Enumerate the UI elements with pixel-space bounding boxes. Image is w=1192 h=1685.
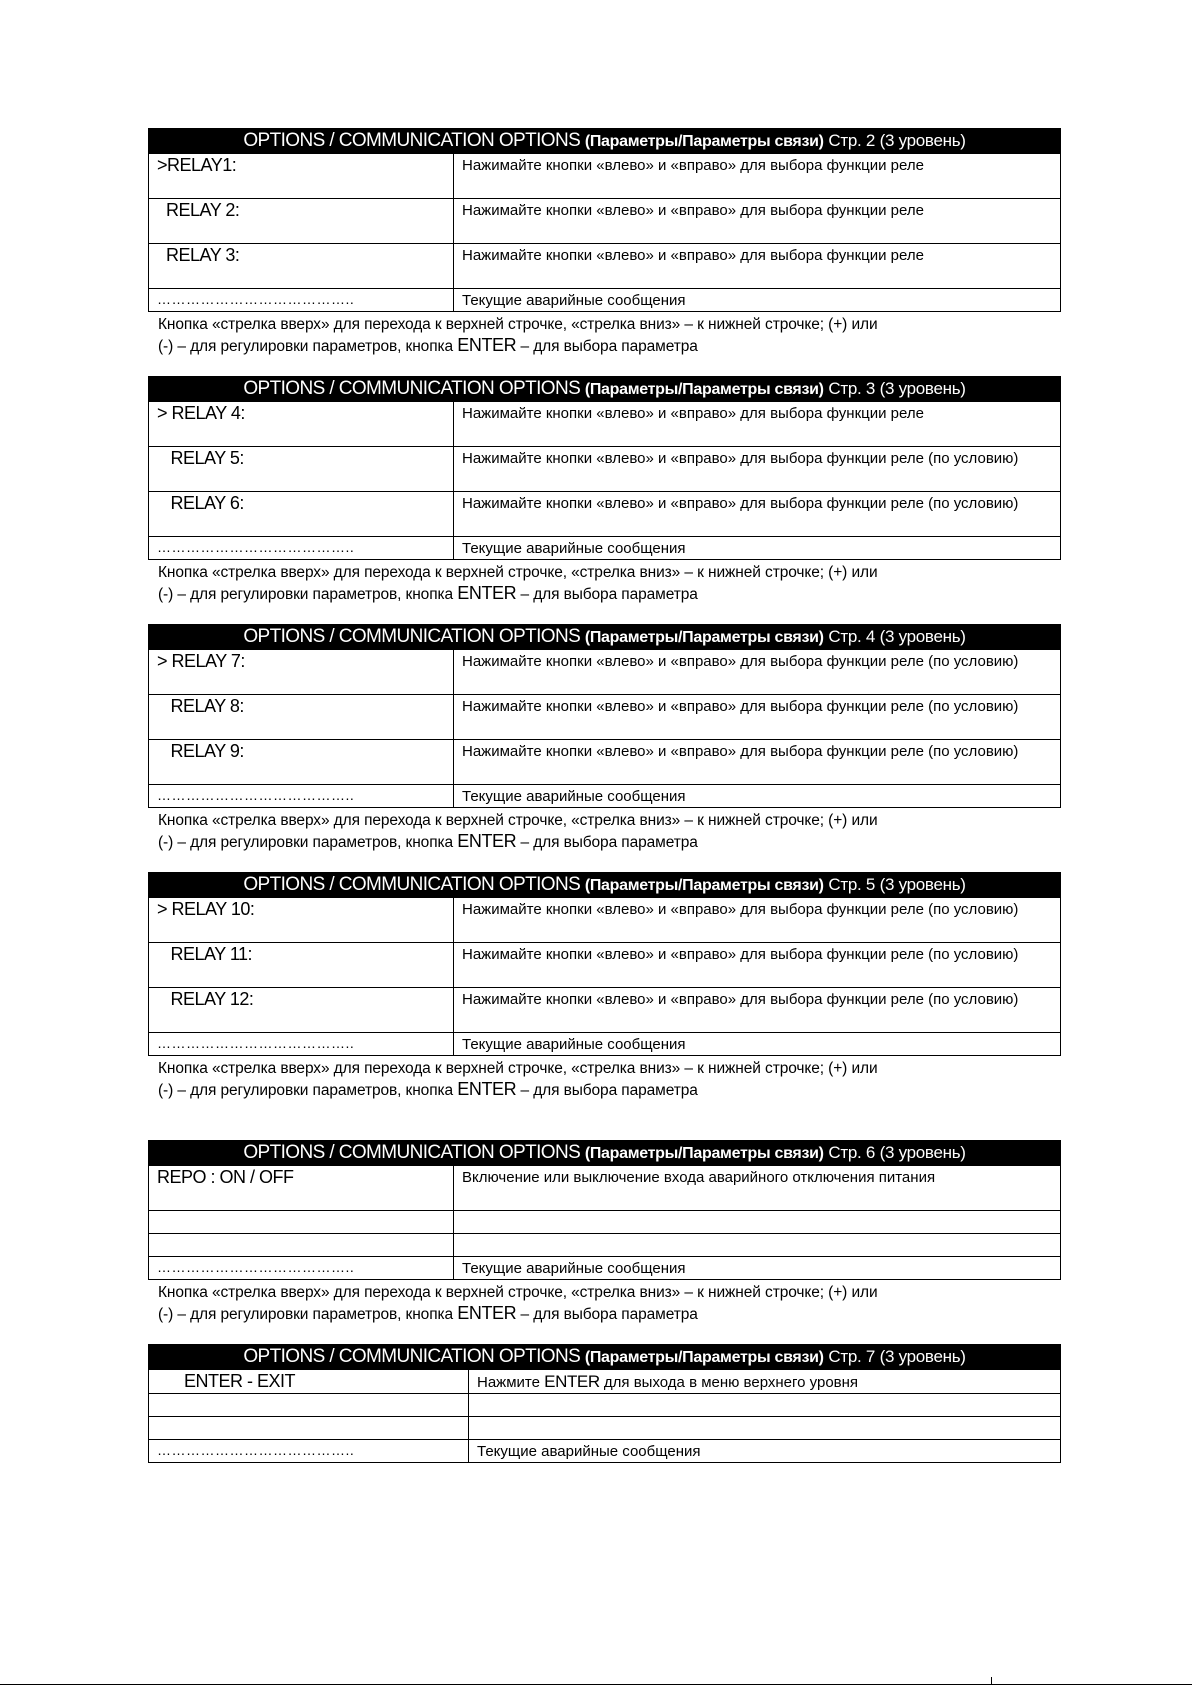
row-label: …………………………………..: [149, 1033, 454, 1056]
row-label: ENTER - EXIT: [149, 1370, 469, 1394]
row-label: …………………………………..: [149, 785, 454, 808]
row-description: [454, 1211, 1061, 1234]
row-label: …………………………………..: [149, 537, 454, 560]
row-label: RELAY 3:: [149, 244, 454, 289]
row-description: [469, 1394, 1061, 1417]
row-description: Нажмите ENTER для выхода в меню верхнего уровня: [469, 1370, 1061, 1394]
row-label: RELAY 12:: [149, 988, 454, 1033]
page-corner-mark: [991, 1677, 992, 1685]
row-label: > RELAY 10:: [149, 898, 454, 943]
row-description: Нажимайте кнопки «влево» и «вправо» для выбора функции реле (по условию): [454, 943, 1061, 988]
row-description: Нажимайте кнопки «влево» и «вправо» для выбора функции реле: [454, 154, 1061, 199]
row-label: [149, 1211, 454, 1234]
row-description: Нажимайте кнопки «влево» и «вправо» для выбора функции реле (по условию): [454, 492, 1061, 537]
row-description: Текущие аварийные сообщения: [454, 1033, 1061, 1056]
row-description: Текущие аварийные сообщения: [454, 785, 1061, 808]
row-label: RELAY 5:: [149, 447, 454, 492]
menu-block-page-6: [148, 1140, 1060, 1325]
row-description: Нажимайте кнопки «влево» и «вправо» для выбора функции реле (по условию): [454, 650, 1061, 695]
block-header: OPTIONS / COMMUNICATION OPTIONS (Параметры/Параметры связи) Стр. 7 (3 уровень): [149, 1345, 1061, 1370]
row-description: Текущие аварийные сообщения: [454, 1257, 1061, 1280]
row-description: Нажимайте кнопки «влево» и «вправо» для выбора функции реле (по условию): [454, 740, 1061, 785]
menu-block-page-2: [148, 128, 1060, 357]
row-description: Нажимайте кнопки «влево» и «вправо» для выбора функции реле (по условию): [454, 447, 1061, 492]
block-header: OPTIONS / COMMUNICATION OPTIONS (Параметры/Параметры связи) Стр. 4 (3 уровень): [149, 625, 1061, 650]
row-description: Нажимайте кнопки «влево» и «вправо» для выбора функции реле (по условию): [454, 988, 1061, 1033]
block-header: OPTIONS / COMMUNICATION OPTIONS (Параметры/Параметры связи) Стр. 3 (3 уровень): [149, 377, 1061, 402]
document: [148, 128, 1060, 1463]
row-description: Текущие аварийные сообщения: [469, 1440, 1061, 1463]
navigation-note: Кнопка «стрелка вверх» для перехода к верхней строчке, «стрелка вниз» – к нижней строчке; (+) или (-) – для регулировки параметров, кнопка ENTER – для выбора параметра: [158, 812, 878, 851]
row-description: [454, 1234, 1061, 1257]
row-description: Включение или выключение входа аварийного отключения питания: [454, 1166, 1061, 1211]
menu-block-page-7: [148, 1344, 1060, 1463]
row-label: > RELAY 4:: [149, 402, 454, 447]
block-header: OPTIONS / COMMUNICATION OPTIONS (Параметры/Параметры связи) Стр. 5 (3 уровень): [149, 873, 1061, 898]
row-description: Текущие аварийные сообщения: [454, 289, 1061, 312]
row-label: [149, 1417, 469, 1440]
row-description: Текущие аварийные сообщения: [454, 537, 1061, 560]
block-header: OPTIONS / COMMUNICATION OPTIONS (Параметры/Параметры связи) Стр. 2 (3 уровень): [149, 129, 1061, 154]
row-label: [149, 1234, 454, 1257]
menu-block-page-5: [148, 872, 1060, 1101]
row-label: RELAY 9:: [149, 740, 454, 785]
row-label: > RELAY 7:: [149, 650, 454, 695]
navigation-note: Кнопка «стрелка вверх» для перехода к верхней строчке, «стрелка вниз» – к нижней строчке; (+) или (-) – для регулировки параметров, кнопка ENTER – для выбора параметра: [158, 1060, 878, 1099]
row-description: [469, 1417, 1061, 1440]
row-label: REPO : ON / OFF: [149, 1166, 454, 1211]
row-label: RELAY 2:: [149, 199, 454, 244]
row-description: Нажимайте кнопки «влево» и «вправо» для выбора функции реле: [454, 244, 1061, 289]
row-label: [149, 1394, 469, 1417]
row-label: RELAY 11:: [149, 943, 454, 988]
row-description: Нажимайте кнопки «влево» и «вправо» для выбора функции реле (по условию): [454, 898, 1061, 943]
navigation-note: Кнопка «стрелка вверх» для перехода к верхней строчке, «стрелка вниз» – к нижней строчке; (+) или (-) – для регулировки параметров, кнопка ENTER – для выбора параметра: [158, 316, 878, 355]
row-label: RELAY 8:: [149, 695, 454, 740]
row-label: …………………………………..: [149, 1257, 454, 1280]
row-description: Нажимайте кнопки «влево» и «вправо» для выбора функции реле: [454, 402, 1061, 447]
block-header: OPTIONS / COMMUNICATION OPTIONS (Параметры/Параметры связи) Стр. 6 (3 уровень): [149, 1141, 1061, 1166]
row-label: >RELAY1:: [149, 154, 454, 199]
menu-block-page-4: [148, 624, 1060, 853]
row-label: …………………………………..: [149, 289, 454, 312]
row-label: RELAY 6:: [149, 492, 454, 537]
navigation-note: Кнопка «стрелка вверх» для перехода к верхней строчке, «стрелка вниз» – к нижней строчке; (+) или (-) – для регулировки параметров, кнопка ENTER – для выбора параметра: [158, 564, 878, 603]
row-description: Нажимайте кнопки «влево» и «вправо» для выбора функции реле (по условию): [454, 695, 1061, 740]
row-label: …………………………………..: [149, 1440, 469, 1463]
row-description: Нажимайте кнопки «влево» и «вправо» для выбора функции реле: [454, 199, 1061, 244]
menu-block-page-3: [148, 376, 1060, 605]
navigation-note: Кнопка «стрелка вверх» для перехода к верхней строчке, «стрелка вниз» – к нижней строчке; (+) или (-) – для регулировки параметров, кнопка ENTER – для выбора параметра: [158, 1284, 878, 1323]
